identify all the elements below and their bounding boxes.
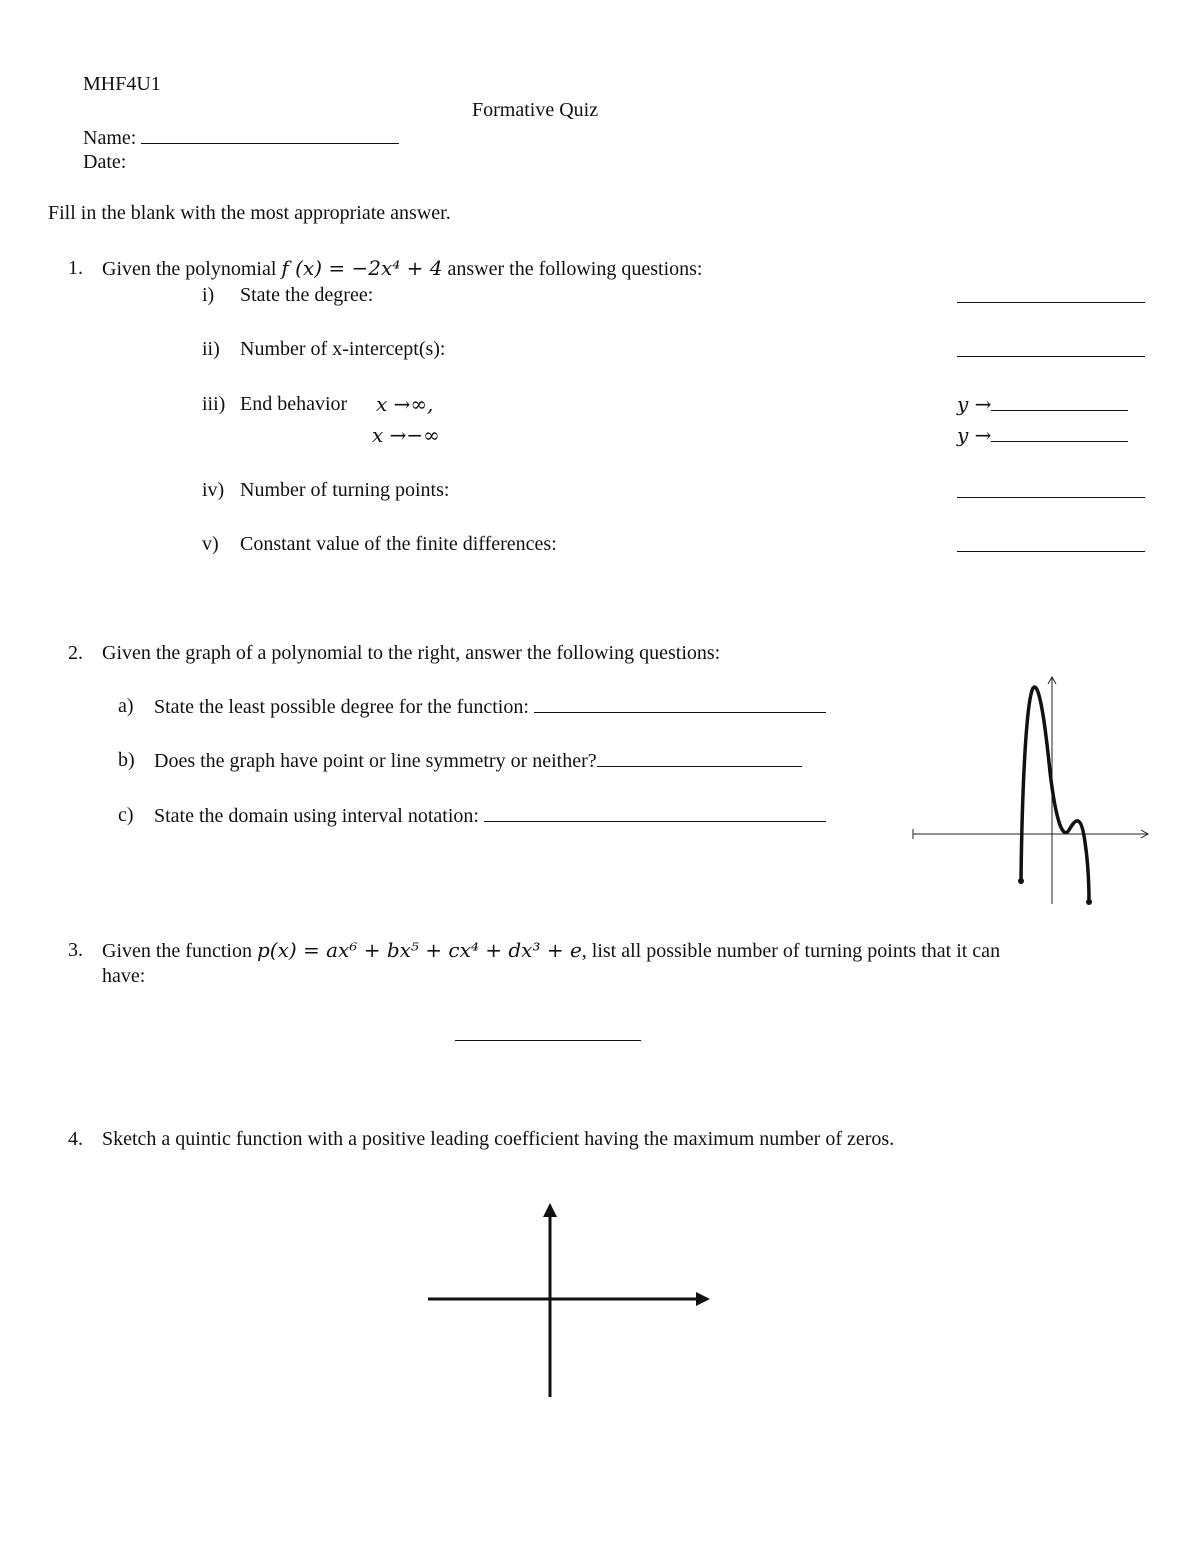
q1-part-iv-blank[interactable] — [957, 481, 1145, 498]
q1-y-arrow-1: y → — [957, 392, 992, 416]
q2-part-c-label: c) — [118, 804, 134, 826]
q3-answer-blank[interactable] — [455, 1024, 641, 1041]
q2-part-c-blank[interactable] — [484, 805, 826, 822]
q1-stem — [102, 258, 702, 279]
q1-y-negative-row — [957, 425, 1128, 446]
q1-y-positive-row — [957, 394, 1128, 415]
q1-part-i-blank[interactable] — [957, 286, 1145, 303]
q2-curve-right-endpoint — [1086, 899, 1092, 905]
q1-limit-negative: x →−∞ — [372, 423, 440, 447]
q4-y-axis-arrow — [543, 1203, 557, 1217]
page-title: Formative Quiz — [472, 99, 599, 121]
q4-number: 4. — [68, 1128, 83, 1150]
q2-part-b-row — [154, 750, 802, 771]
name-label: Name: — [83, 127, 137, 149]
q1-function: f (x) = −2x⁴ + 4 — [281, 256, 443, 280]
q2-part-b-label: b) — [118, 749, 135, 771]
q1-limit-positive: x →∞, — [376, 392, 434, 416]
instructions: Fill in the blank with the most appropriate answer. — [48, 202, 451, 224]
q1-part-ii-text: Number of x-intercept(s): — [240, 338, 446, 360]
q3-stem-before: Given the function — [102, 940, 252, 962]
q1-part-iii-label: iii) — [202, 393, 226, 415]
q1-part-iii-text: End behavior — [240, 393, 348, 415]
q2-number: 2. — [68, 642, 83, 664]
q2-part-a-blank[interactable] — [534, 696, 826, 713]
q1-number: 1. — [68, 257, 83, 279]
q1-part-ii-blank[interactable] — [957, 340, 1145, 357]
q1-part-iv-text: Number of turning points: — [240, 479, 450, 501]
q1-part-v-label: v) — [202, 533, 219, 555]
name-blank[interactable] — [141, 127, 399, 144]
q2-part-c-text: State the domain using interval notation: — [154, 805, 479, 827]
q2-polynomial-graph — [905, 672, 1160, 914]
q1-part-ii-label: ii) — [202, 338, 220, 360]
q2-part-b-text: Does the graph have point or line symmetry or neither? — [154, 750, 597, 772]
q2-part-c-row — [154, 805, 826, 826]
q4-stem: Sketch a quintic function with a positive leading coefficient having the maximum number of zeros. — [102, 1128, 895, 1150]
q1-part-v-blank[interactable] — [957, 535, 1145, 552]
course-code: MHF4U1 — [83, 73, 161, 95]
name-row — [83, 127, 399, 148]
q2-part-b-blank[interactable] — [597, 750, 802, 767]
q2-polynomial-curve — [1021, 687, 1089, 902]
q1-part-i-text: State the degree: — [240, 284, 374, 306]
q1-y-arrow-2: y → — [957, 423, 992, 447]
q2-curve-left-endpoint — [1018, 878, 1024, 884]
q1-part-iv-label: iv) — [202, 479, 225, 501]
q3-stem-line2: have: — [102, 965, 146, 987]
q2-part-a-text: State the least possible degree for the function: — [154, 696, 529, 718]
q2-part-a-label: a) — [118, 695, 134, 717]
q3-stem — [102, 940, 1000, 961]
q3-number: 3. — [68, 939, 83, 961]
q2-part-a-row — [154, 696, 826, 717]
q1-stem-before: Given the polynomial — [102, 258, 277, 280]
date-label: Date: — [83, 151, 127, 173]
q4-x-axis-arrow — [696, 1292, 710, 1306]
q1-part-i-label: i) — [202, 284, 215, 306]
q1-stem-after: answer the following questions: — [447, 258, 703, 280]
q1-end-behavior-blank-1[interactable] — [991, 394, 1128, 411]
q2-stem: Given the graph of a polynomial to the right, answer the following questions: — [102, 642, 721, 664]
q3-stem-after: , list all possible number of turning points that it can — [581, 940, 1001, 962]
q1-end-behavior-blank-2[interactable] — [991, 425, 1128, 442]
q3-function: p(x) = ax⁶ + bx⁵ + cx⁴ + dx³ + e — [256, 938, 582, 962]
q4-sketch-axes[interactable] — [420, 1195, 720, 1405]
q1-part-v-text: Constant value of the finite differences: — [240, 533, 557, 555]
